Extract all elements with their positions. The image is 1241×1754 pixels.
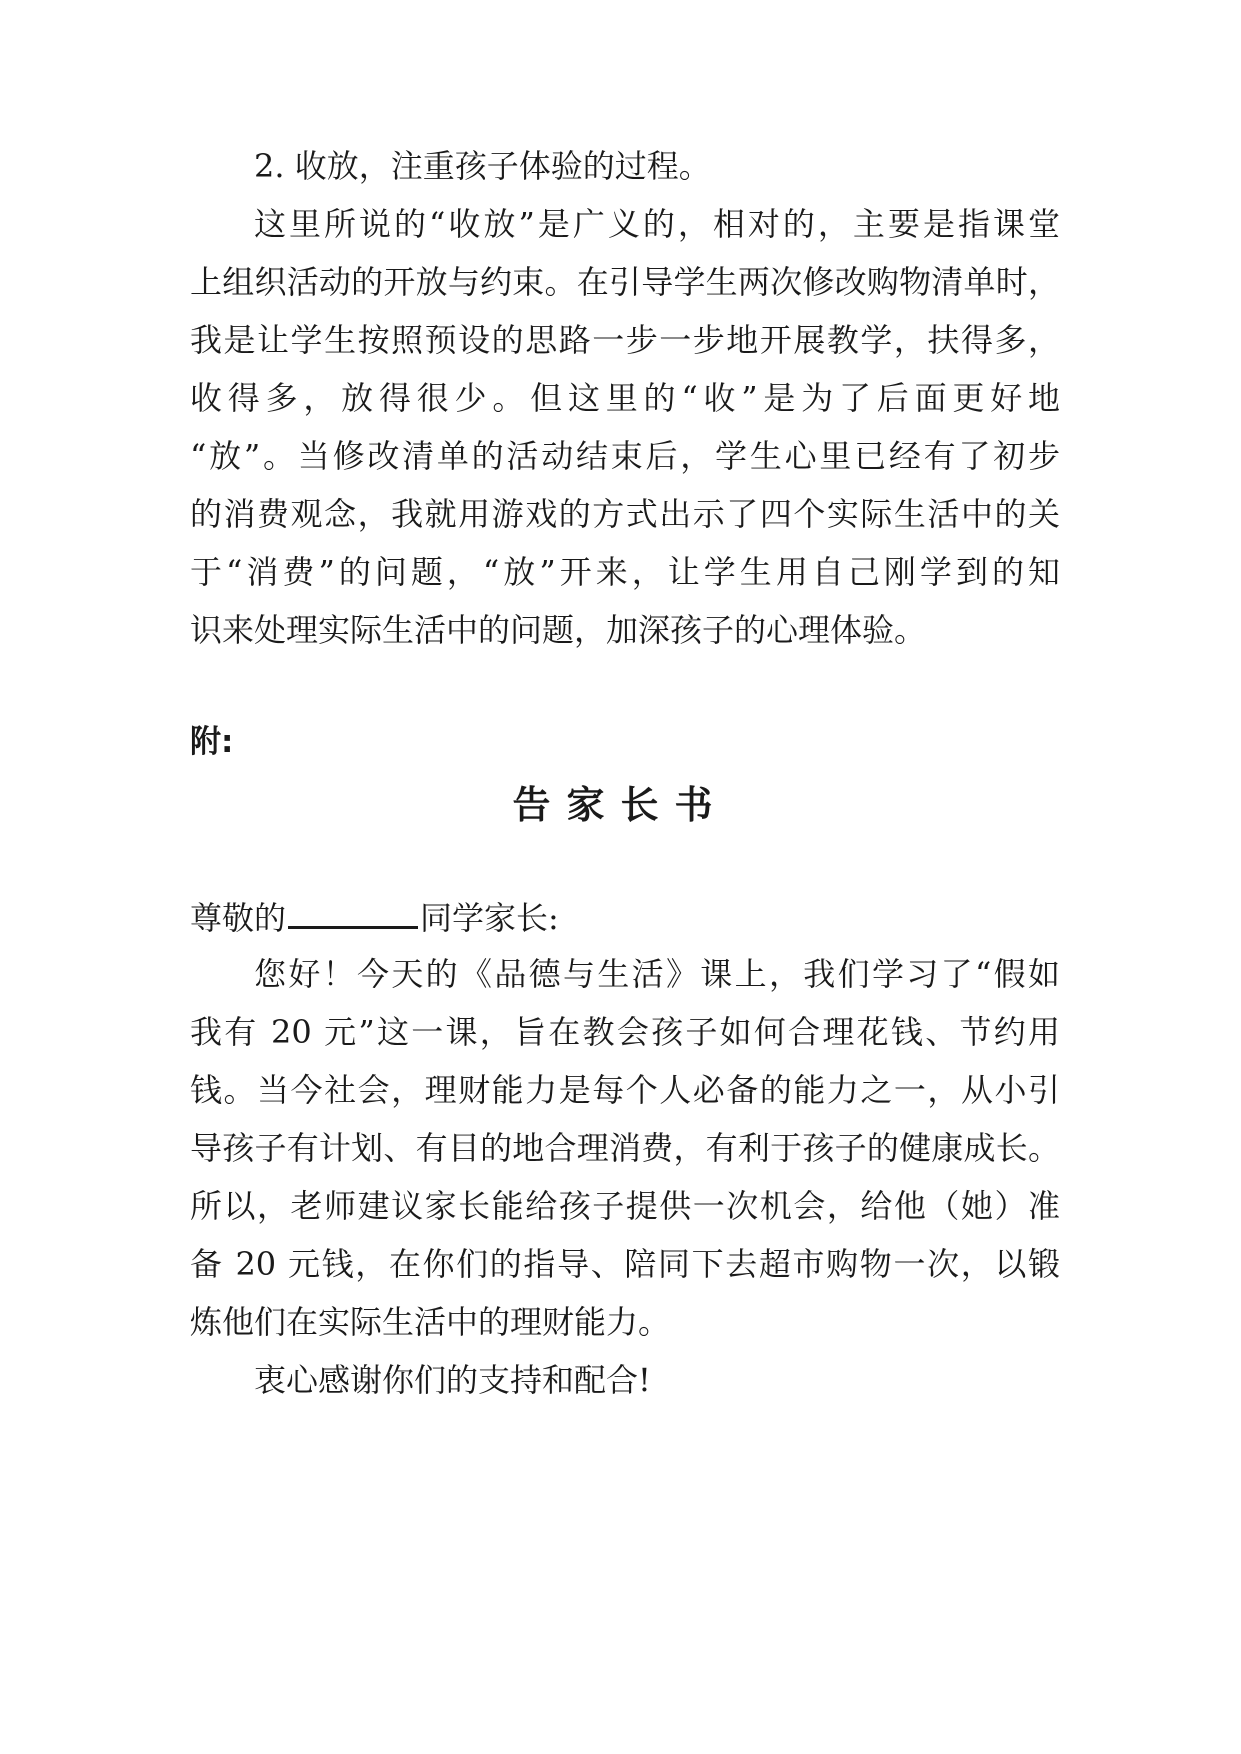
letter-line: 导孩子有计划、有目的地合理消费，有利于孩子的健康成长。 — [190, 1129, 1060, 1167]
section-heading: 2. 收放，注重孩子体验的过程。 — [254, 147, 711, 185]
paragraph-line: 识来处理实际生活中的问题，加深孩子的心理体验。 — [190, 611, 927, 649]
letter-closing: 衷心感谢你们的支持和配合! — [254, 1361, 651, 1399]
letter-line: 您好！今天的《品德与生活》课上，我们学习了“假如 — [254, 955, 1060, 993]
letter-line: 钱。当今社会，理财能力是每个人必备的能力之一，从小引 — [190, 1071, 1060, 1109]
letter-salutation — [190, 896, 1060, 936]
letter-title: 告家长书 — [512, 782, 729, 827]
paragraph-line: 的消费观念，我就用游戏的方式出示了四个实际生活中的关 — [190, 495, 1060, 533]
appendix-label: 附: — [190, 724, 234, 760]
letter-line: 炼他们在实际生活中的理财能力。 — [190, 1303, 671, 1341]
salutation-suffix: 同学家长: — [420, 899, 559, 937]
letter-line: 我有 20 元”这一课，旨在教会孩子如何合理花钱、节约用 — [190, 1013, 1060, 1051]
paragraph-line: “放”。当修改清单的活动结束后，学生心里已经有了初步 — [190, 437, 1060, 475]
paragraph-line: 于“消费”的问题，“放”开来，让学生用自己刚学到的知 — [190, 553, 1060, 591]
paragraph-line: 上组织活动的开放与约束。在引导学生两次修改购物清单时， — [190, 263, 1060, 301]
paragraph-line: 这里所说的“收放”是广义的，相对的，主要是指课堂 — [254, 205, 1060, 243]
salutation-prefix: 尊敬的 — [190, 899, 287, 937]
paragraph-line: 我是让学生按照预设的思路一步一步地开展教学，扶得多， — [190, 321, 1060, 359]
letter-line: 备 20 元钱，在你们的指导、陪同下去超市购物一次，以锻 — [190, 1245, 1060, 1283]
paragraph-line: 收得多，放得很少。但这里的“收”是为了后面更好地 — [190, 379, 1060, 417]
name-blank — [288, 896, 418, 929]
letter-line: 所以，老师建议家长能给孩子提供一次机会，给他（她）准 — [190, 1187, 1060, 1225]
